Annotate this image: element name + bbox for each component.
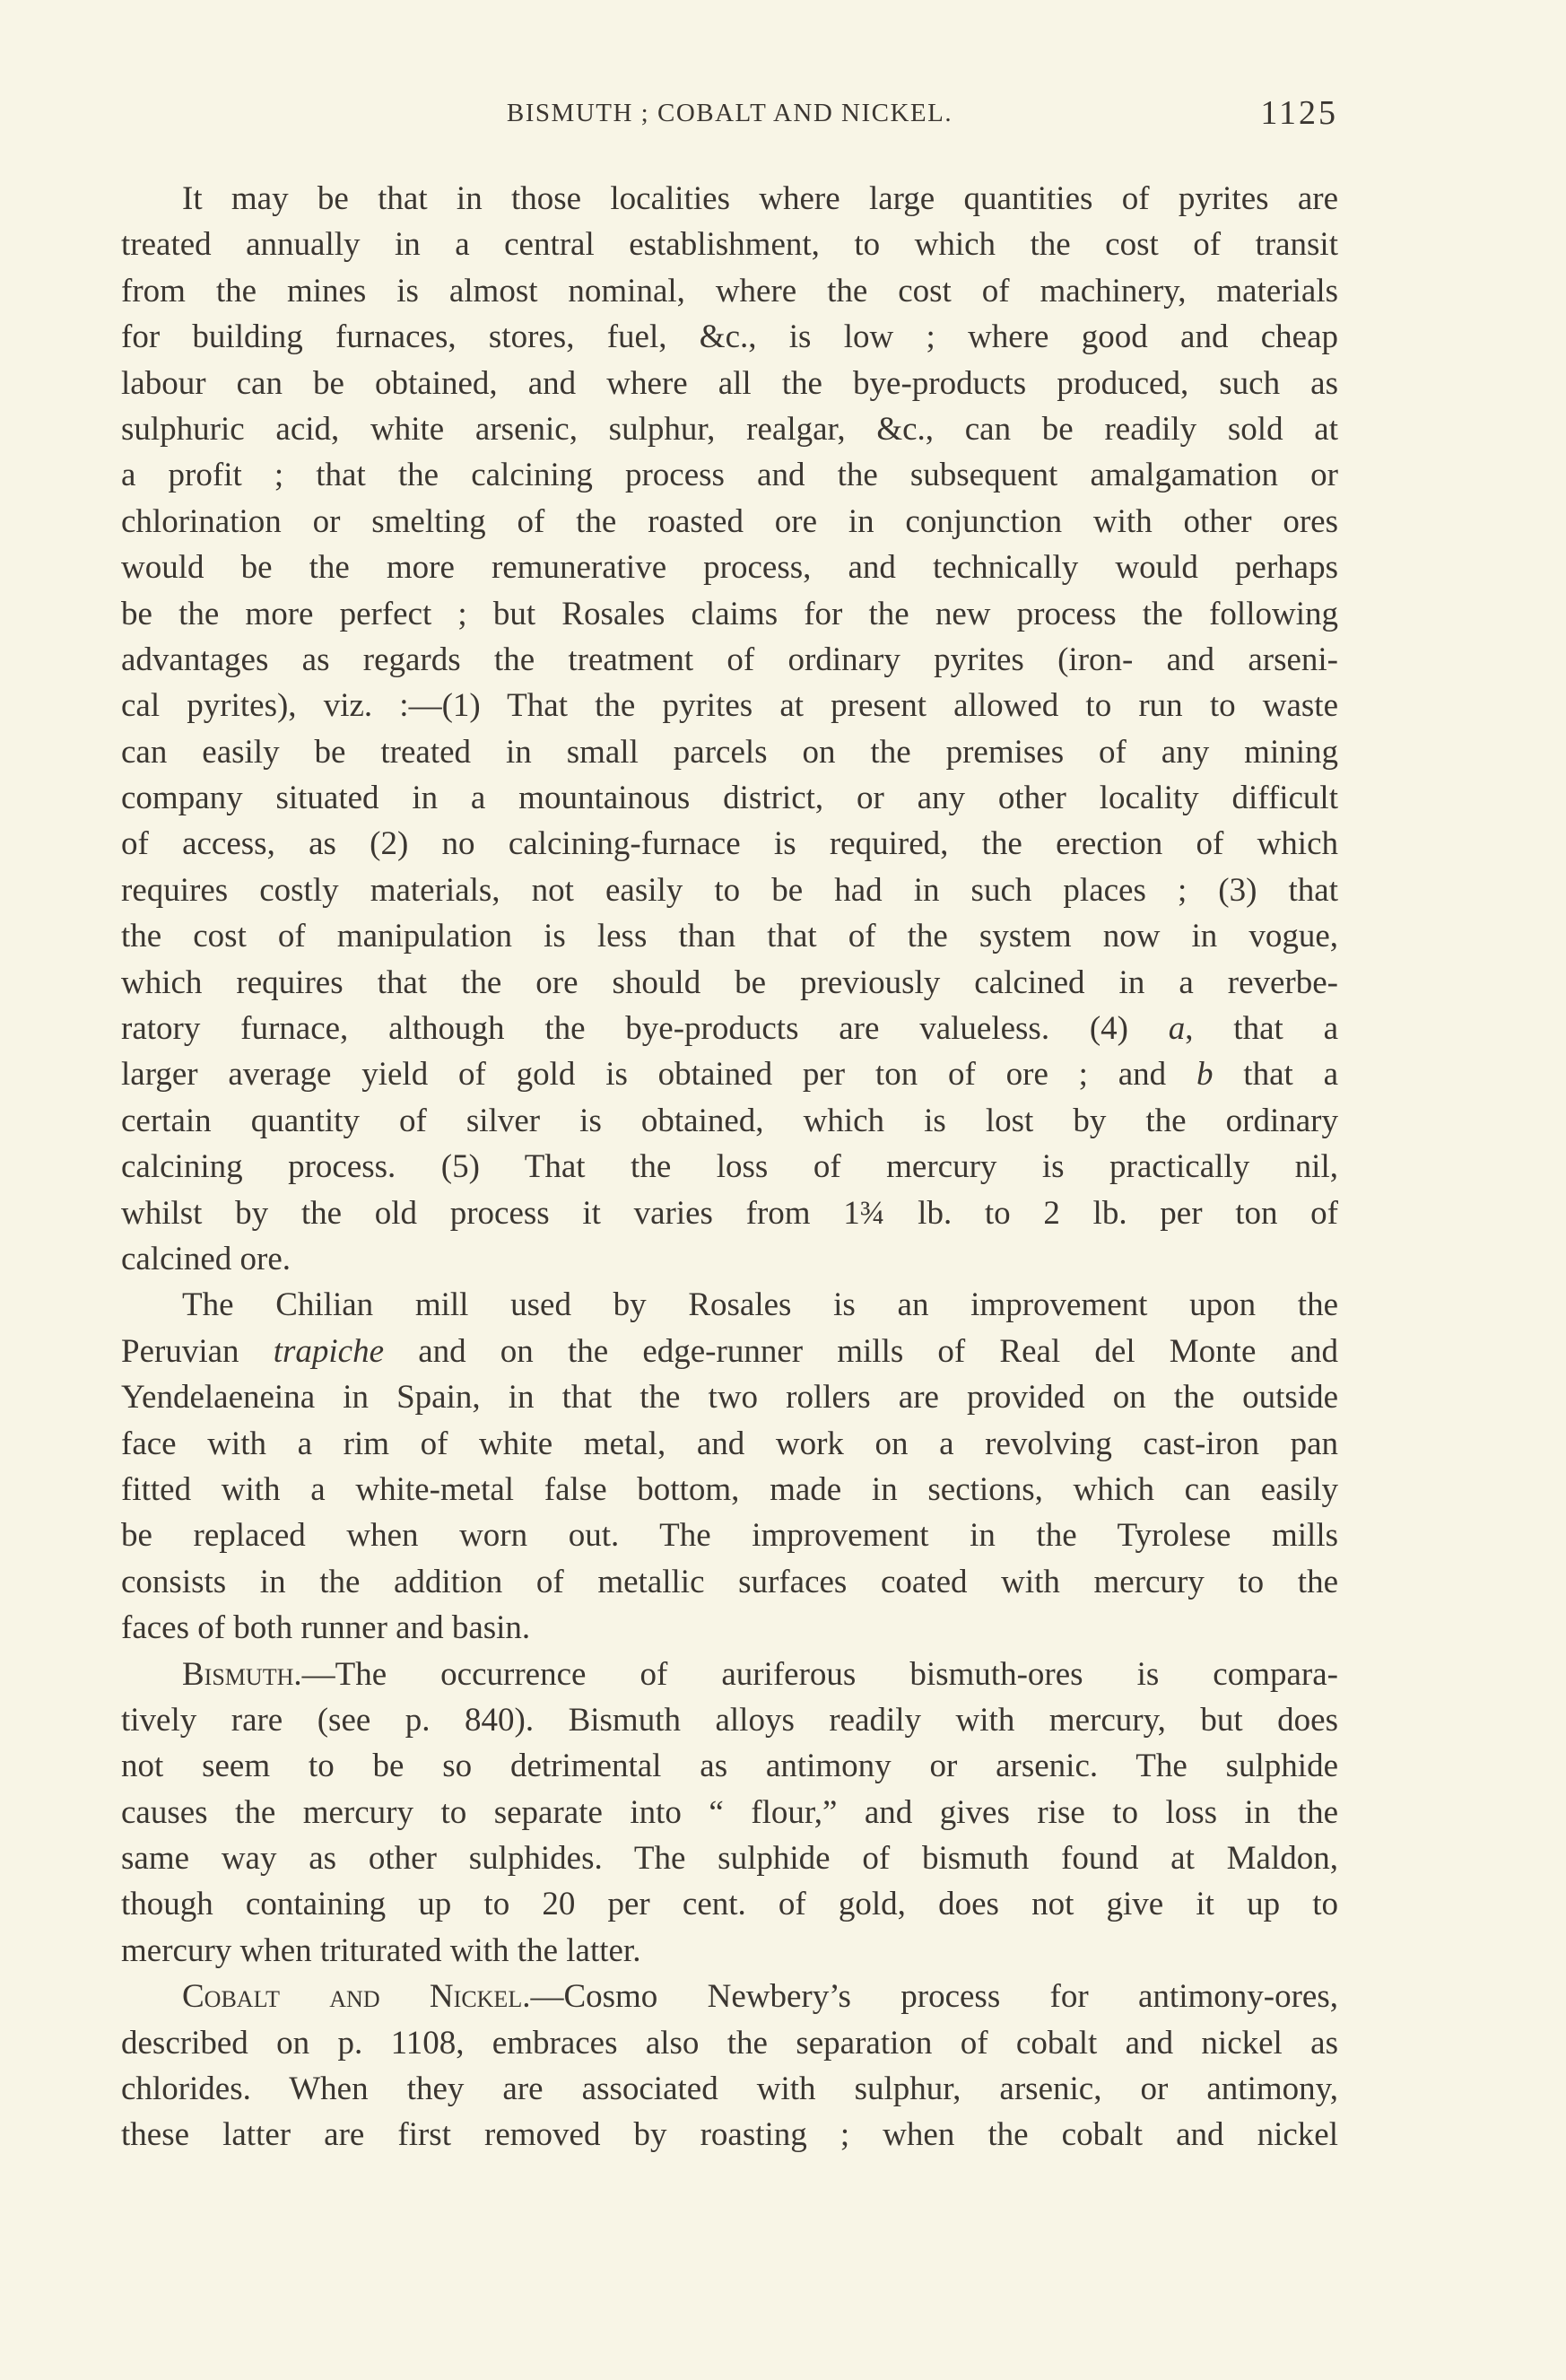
text-segment: a profit ; that the calcining process and the subsequent amalgamation or (121, 457, 1338, 494)
text-segment: face with a rim of white metal, and work on a revolving cast-iron pan (121, 1425, 1338, 1462)
text-line (121, 176, 1338, 222)
text-line (121, 1605, 1338, 1651)
text-line (121, 1559, 1338, 1605)
text-line (121, 1467, 1338, 1513)
text-line (121, 1928, 1338, 1974)
text-line (121, 2066, 1338, 2112)
text-segment: advantages as regards the treatment of ordinary pyrites (iron- and arseni- (121, 641, 1338, 678)
text-segment: consists in the addition of metallic surfaces coated with mercury to the (121, 1563, 1338, 1600)
text-segment: described on p. 1108, embraces also the separation of cobalt and nickel as (121, 2024, 1338, 2062)
text-segment: larger average yield of gold is obtained per ton of ore ; and (121, 1056, 1196, 1094)
text-segment: fitted with a white-metal false bottom, made in sections, which can easily (121, 1470, 1338, 1508)
text-segment: Yendelaeneina in Spain, in that the two rollers are provided on the outside (121, 1379, 1338, 1417)
text-line (121, 775, 1338, 821)
text-segment: cal pyrites), viz. :—(1) That the pyrites at present allowed to run to waste (121, 687, 1338, 725)
running-title: BISMUTH ; COBALT AND NICKEL. (506, 99, 953, 127)
text-segment: be replaced when worn out. The improvement in the Tyrolese mills (121, 1517, 1338, 1555)
text-line (121, 1513, 1338, 1558)
text-segment: faces of both runner and basin. (121, 1609, 531, 1647)
text-line (121, 821, 1338, 867)
text-segment: would be the more remunerative process, and technically would perhaps (121, 549, 1338, 587)
text-line (121, 913, 1338, 959)
text-line (121, 1190, 1338, 1236)
text-line (121, 1006, 1338, 1051)
text-line (121, 268, 1338, 314)
text-segment: for building furnaces, stores, fuel, &c., is low ; where good and cheap (121, 318, 1338, 356)
text-segment: Peruvian (121, 1332, 274, 1370)
text-segment: It may be that in those localities where large quantities of pyrites are (182, 180, 1338, 217)
text-segment: calcined ore. (121, 1240, 291, 1277)
text-line (121, 406, 1338, 452)
text-line (121, 683, 1338, 728)
text-segment: be the more perfect ; but Rosales claims for the new process the following (121, 595, 1338, 632)
text-segment: and on the edge-runner mills of Real del Monte and (384, 1332, 1338, 1370)
text-line (121, 1881, 1338, 1927)
paragraph (121, 176, 1338, 1282)
text-segment: though containing up to 20 per cent. of gold, does not give it up to (121, 1886, 1338, 1923)
text-line (121, 1282, 1338, 1328)
text-line (121, 452, 1338, 498)
section-heading: Bismuth. (182, 1655, 302, 1693)
text-line (121, 1652, 1338, 1697)
text-line (121, 314, 1338, 360)
text-segment: of access, as (2) no calcining-furnace is required, the erection of which (121, 825, 1338, 863)
paragraph (121, 1652, 1338, 1975)
text-segment: not seem to be so detrimental as antimony or arsenic. The sulphide (121, 1748, 1338, 1785)
text-line (121, 1144, 1338, 1190)
text-line (121, 1051, 1338, 1097)
text-segment: requires costly materials, not easily to be had in such places ; (3) that (121, 871, 1338, 909)
text-segment: treated annually in a central establishment, to which the cost of transit (121, 226, 1338, 264)
section-heading: Cobalt and Nickel. (182, 1978, 531, 2016)
text-segment: that a (1213, 1056, 1338, 1094)
text-line (121, 1236, 1338, 1282)
text-line (121, 222, 1338, 267)
text-segment: The Chilian mill used by Rosales is an improvement upon the (182, 1286, 1338, 1324)
text-segment: —The occurrence of auriferous bismuth-ores is compara- (301, 1655, 1338, 1693)
text-line (121, 499, 1338, 545)
text-segment: chlorides. When they are associated with sulphur, arsenic, or antimony, (121, 2071, 1338, 2108)
text-segment: from the mines is almost nominal, where the cost of machinery, materials (121, 272, 1338, 309)
text-line (121, 1374, 1338, 1420)
text-segment: which requires that the ore should be previously calcined in a reverbe- (121, 963, 1338, 1001)
text-line (121, 867, 1338, 913)
paragraph (121, 1974, 1338, 2158)
text-line (121, 1421, 1338, 1467)
text-segment: sulphuric acid, white arsenic, sulphur, realgar, &c., can be readily sold at (121, 410, 1338, 448)
text-segment: certain quantity of silver is obtained, which is lost by the ordinary (121, 1102, 1338, 1139)
text-segment: mercury when triturated with the latter. (121, 1931, 641, 1969)
italic-text: b (1196, 1056, 1214, 1094)
text-segment: —Cosmo Newbery’s process for antimony-ores, (530, 1978, 1338, 2016)
text-line (121, 729, 1338, 775)
text-line (121, 1697, 1338, 1743)
text-segment: ratory furnace, although the bye-products are valueless. (4) (121, 1010, 1169, 1048)
text-segment: causes the mercury to separate into “ flour,” and gives rise to loss in the (121, 1793, 1338, 1831)
paragraph (121, 1282, 1338, 1651)
text-line (121, 2020, 1338, 2066)
text-line (121, 960, 1338, 1006)
text-line (121, 637, 1338, 683)
italic-text: a (1168, 1010, 1186, 1048)
text-segment: same way as other sulphides. The sulphide of bismuth found at Maldon, (121, 1840, 1338, 1878)
text-segment: company situated in a mountainous district, or any other locality difficult (121, 780, 1338, 817)
text-line (121, 2112, 1338, 2158)
text-segment: calcining process. (5) That the loss of mercury is practically nil, (121, 1148, 1338, 1186)
italic-text: trapiche (273, 1332, 385, 1370)
text-segment: these latter are first removed by roasting ; when the cobalt and nickel (121, 2116, 1338, 2154)
text-segment: whilst by the old process it varies from 1¾ lb. to 2 lb. per ton of (121, 1194, 1338, 1232)
text-line (121, 1743, 1338, 1789)
text-line (121, 545, 1338, 590)
text-segment: tively rare (see p. 840). Bismuth alloys readily with mercury, but does (121, 1701, 1338, 1739)
text-line (121, 1790, 1338, 1835)
page-number: 1125 (1260, 94, 1338, 132)
text-line (121, 361, 1338, 406)
running-header (121, 93, 1338, 138)
text-segment: labour can be obtained, and where all the bye-products produced, such as (121, 364, 1338, 402)
text-line (121, 1329, 1338, 1374)
text-segment: can easily be treated in small parcels on the premises of any mining (121, 733, 1338, 771)
text-segment: the cost of manipulation is less than that of the system now in vogue, (121, 918, 1338, 955)
text-segment: chlorination or smelting of the roasted ore in conjunction with other ores (121, 502, 1338, 540)
text-line (121, 1098, 1338, 1144)
text-line (121, 591, 1338, 637)
text-line (121, 1974, 1338, 2019)
text-line (121, 1835, 1338, 1881)
body-text (121, 176, 1338, 2158)
text-segment: , that a (1185, 1010, 1338, 1048)
